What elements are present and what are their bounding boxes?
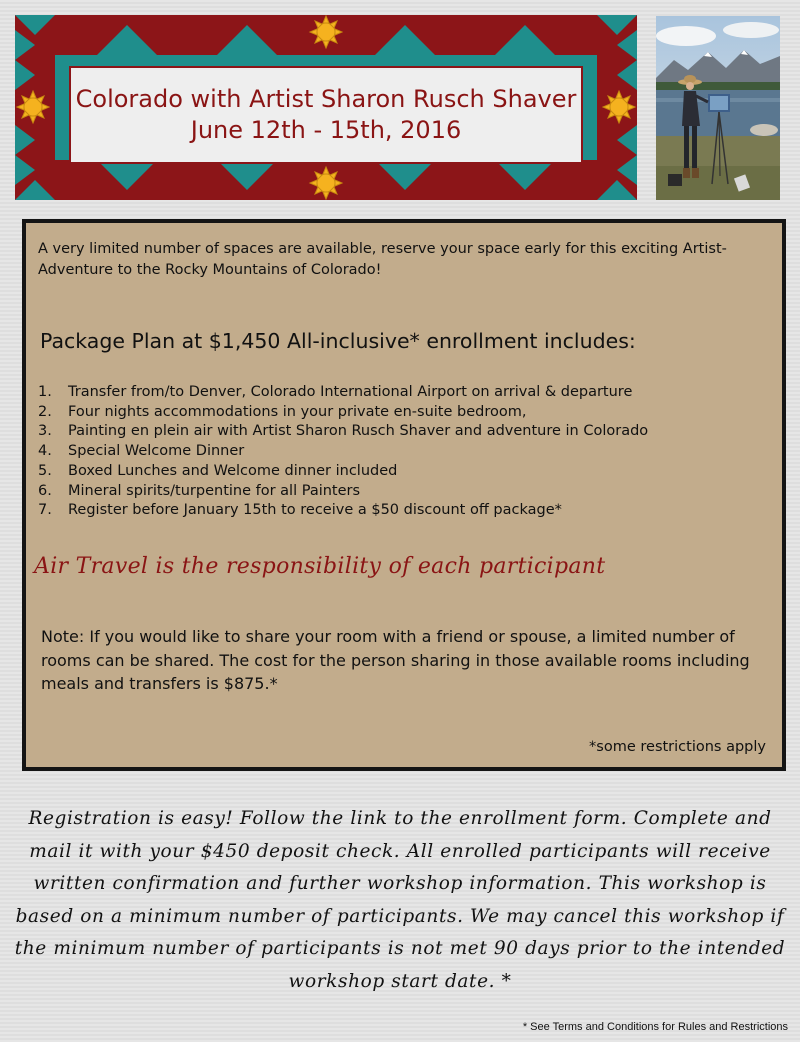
package-plan-title: Package Plan at $1,450 All-inclusive* enrollment includes: xyxy=(40,329,636,353)
item-number: 7. xyxy=(38,502,52,519)
header-banner xyxy=(15,15,637,200)
item-text: Painting en plein air with Artist Sharon Rusch Shaver and adventure in Colorado xyxy=(68,423,649,440)
list-item xyxy=(38,482,648,502)
item-number: 2. xyxy=(38,403,52,420)
item-number: 4. xyxy=(38,443,52,460)
terms-footnote: * See Terms and Conditions for Rules and Restrictions xyxy=(522,1021,788,1033)
item-text: Four nights accommodations in your private en-suite bedroom, xyxy=(68,403,527,420)
item-number: 5. xyxy=(38,462,52,479)
item-text: Special Welcome Dinner xyxy=(68,443,245,460)
item-text: Mineral spirits/turpentine for all Painters xyxy=(68,482,361,499)
item-number: 6. xyxy=(38,482,52,499)
list-item xyxy=(38,501,648,521)
item-text: Register before January 15th to receive a $50 discount off package* xyxy=(68,502,562,519)
registration-text: Registration is easy! Follow the link to the enrollment form. Complete and mail it with your $450 deposit check. All enrolled participants will receive written confirmation and further workshop information. This workshop is based on a minimum number of participants. We may cancel this workshop if the minimum number of participants is not met 90 days prior to the intended workshop start date. * xyxy=(14,808,786,992)
air-travel-notice: Air Travel is the responsibility of each participant xyxy=(34,554,606,579)
title-line-1: Colorado with Artist Sharon Rusch Shaver xyxy=(75,85,577,113)
page-title xyxy=(70,67,582,163)
list-item xyxy=(38,403,648,423)
item-text: Boxed Lunches and Welcome dinner included xyxy=(68,462,398,479)
artist-painting-lake-photo xyxy=(656,16,780,200)
package-info-box xyxy=(22,219,786,771)
package-items-list xyxy=(38,383,648,521)
item-text: Transfer from/to Denver, Colorado International Airport on arrival & departure xyxy=(68,384,633,400)
title-line-2: June 12th - 15th, 2016 xyxy=(190,116,462,144)
list-item xyxy=(38,442,648,462)
list-item xyxy=(38,383,648,403)
list-item xyxy=(38,462,648,482)
list-item xyxy=(38,422,648,442)
room-sharing-note: Note: If you would like to share your room with a friend or spouse, a limited number of rooms can be shared. The cost for the person sharing in those available rooms including meals and transfers is $875.* xyxy=(41,627,750,693)
restrictions-note: *some restrictions apply xyxy=(589,739,766,755)
item-number: 3. xyxy=(38,423,52,440)
artist-photo xyxy=(656,16,780,200)
intro-text: A very limited number of spaces are available, reserve your space early for this exciting Artist-Adventure to the Rocky Mountains of Colorado! xyxy=(38,241,727,278)
item-number: 1. xyxy=(38,384,52,400)
